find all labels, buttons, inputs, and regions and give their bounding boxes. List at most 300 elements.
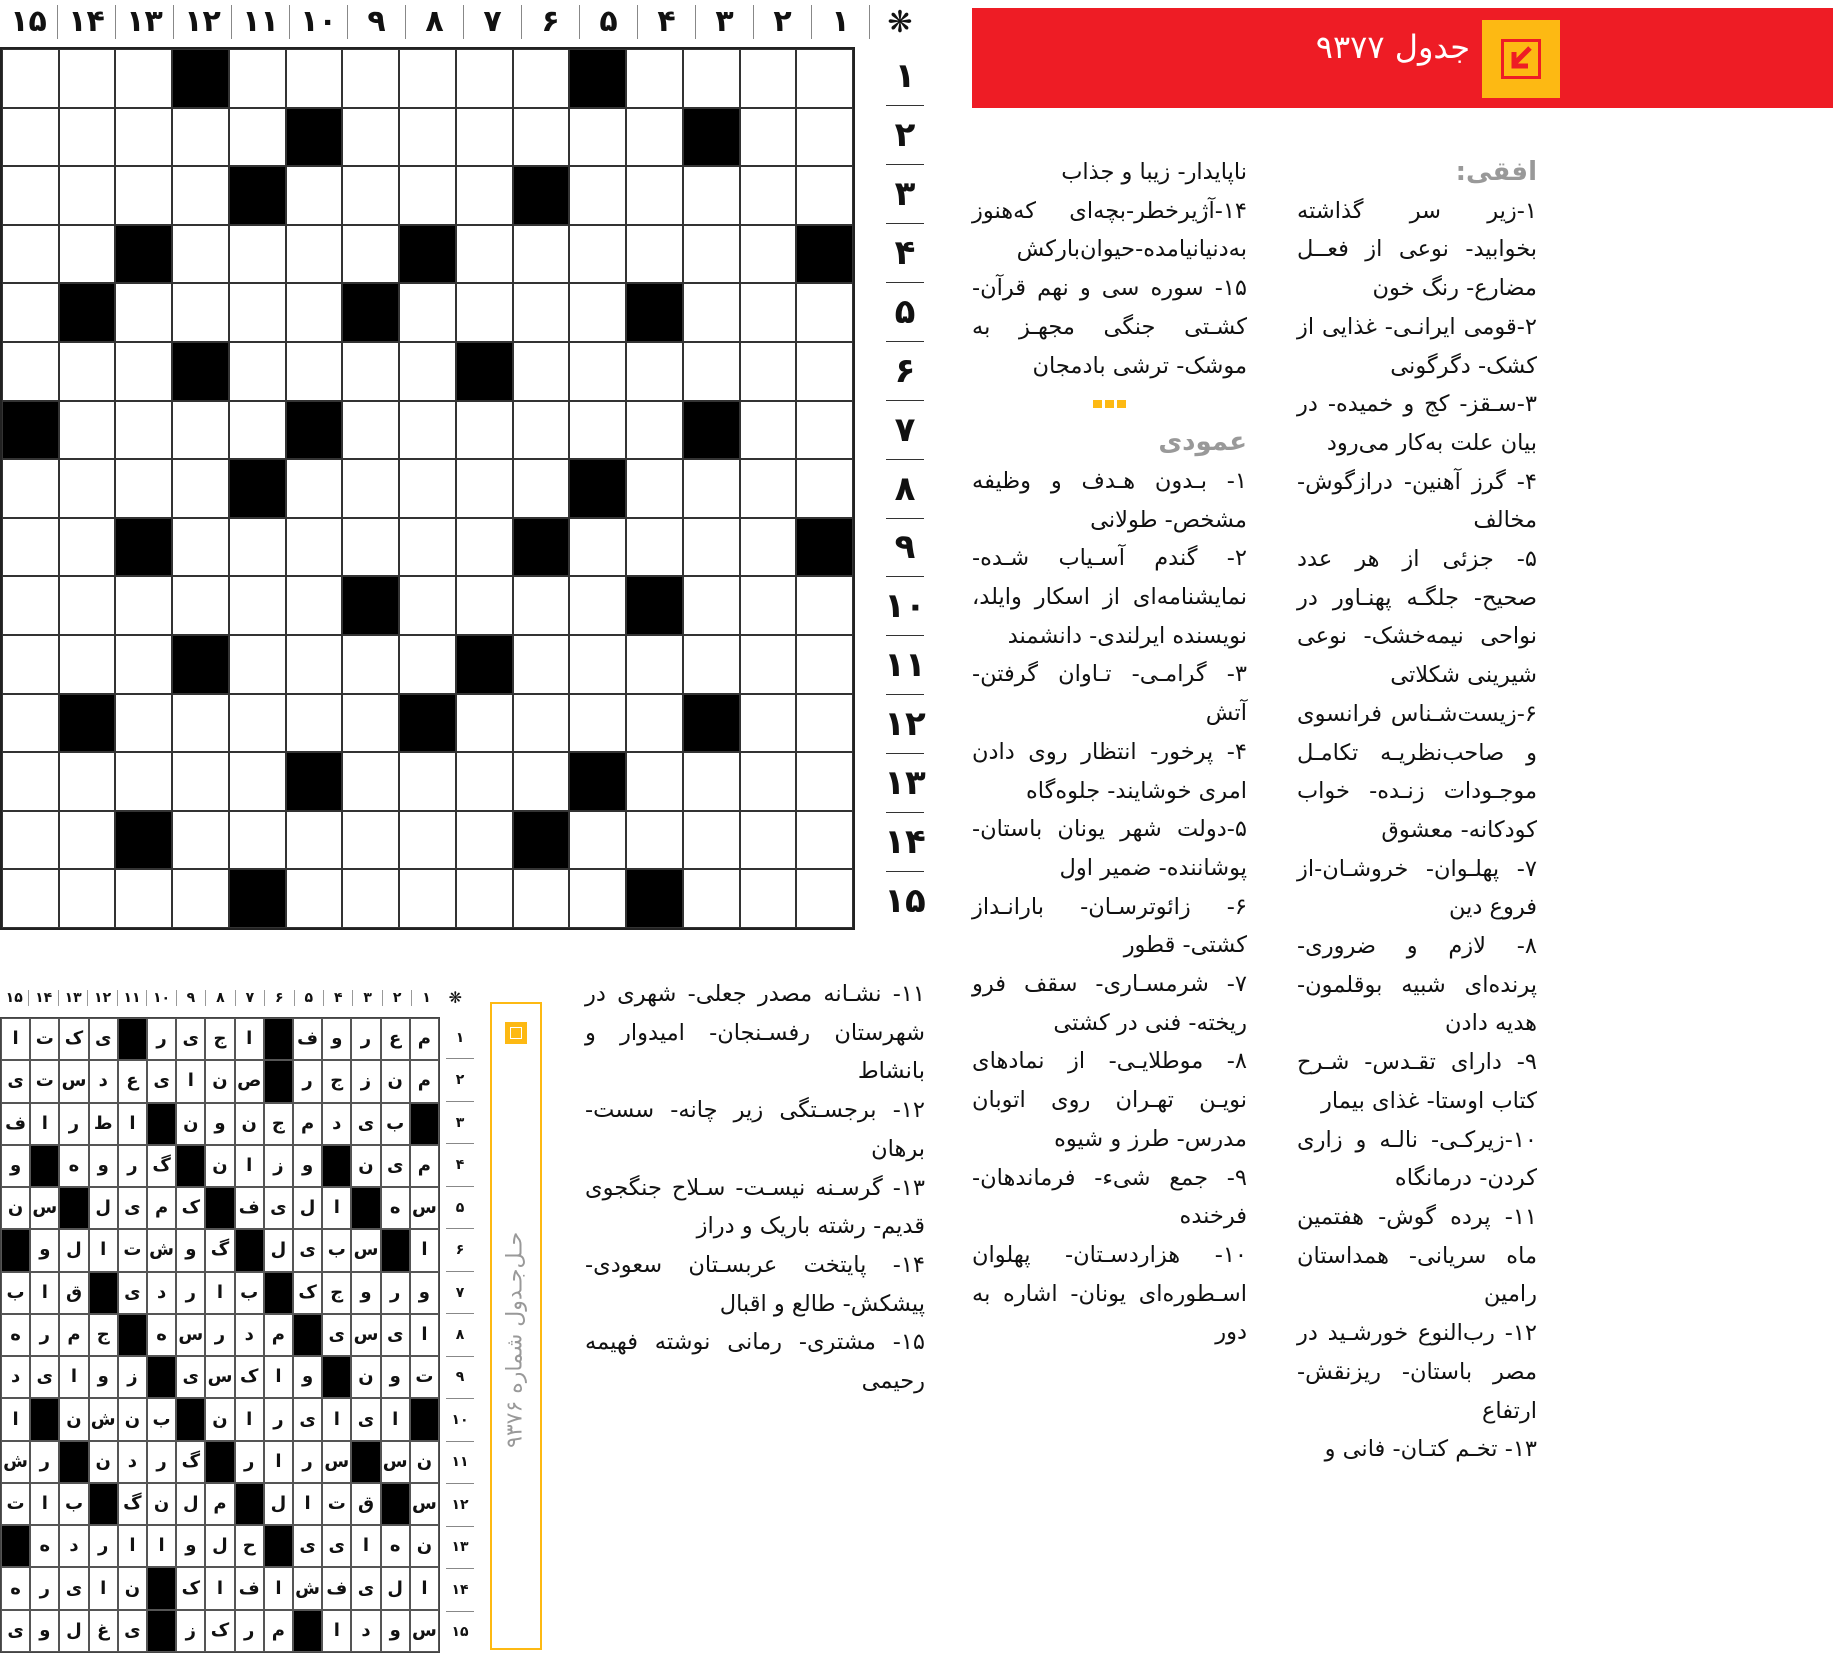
row-number: ۱۴ — [886, 812, 924, 871]
grid-cell[interactable] — [796, 459, 853, 518]
grid-cell[interactable] — [2, 518, 59, 577]
grid-cell[interactable] — [2, 635, 59, 694]
grid-cell[interactable] — [683, 49, 740, 108]
solution-cell: ن — [205, 1398, 234, 1440]
grid-cell[interactable] — [2, 225, 59, 284]
grid-cell[interactable] — [229, 576, 286, 635]
solution-black-cell — [1, 1525, 30, 1567]
horizontal-title: افقی: — [1455, 157, 1537, 187]
grid-cell[interactable] — [740, 283, 797, 342]
grid-cell[interactable] — [626, 635, 683, 694]
grid-cell[interactable] — [229, 225, 286, 284]
solution-cell: ن — [205, 1060, 234, 1102]
grid-cell[interactable] — [399, 49, 456, 108]
row-number: ۱۱ — [886, 635, 924, 694]
grid-cell[interactable] — [456, 108, 513, 167]
grid-cell[interactable] — [683, 166, 740, 225]
grid-cell[interactable] — [286, 811, 343, 870]
solution-cell: د — [351, 1610, 380, 1652]
grid-cell[interactable] — [456, 401, 513, 460]
solution-cell: ن — [381, 1060, 410, 1102]
grid-cell[interactable] — [172, 459, 229, 518]
solution-cell: ا — [1, 1398, 30, 1440]
grid-cell[interactable] — [342, 225, 399, 284]
grid-cell[interactable] — [2, 49, 59, 108]
grid-cell[interactable] — [569, 166, 626, 225]
column-number: ۳ — [696, 5, 754, 39]
solution-cell: ا — [235, 1018, 264, 1060]
grid-cell[interactable] — [172, 166, 229, 225]
grid-cell[interactable] — [683, 811, 740, 870]
grid-cell[interactable] — [513, 225, 570, 284]
grid-cell[interactable] — [456, 283, 513, 342]
solution-cell: ر — [381, 1272, 410, 1314]
grid-cell[interactable] — [172, 225, 229, 284]
grid-cell[interactable] — [229, 694, 286, 753]
grid-cell[interactable] — [626, 49, 683, 108]
grid-cell[interactable] — [115, 459, 172, 518]
grid-cell[interactable] — [399, 869, 456, 928]
solution-row-number: ۵ — [446, 1186, 474, 1228]
grid-cell[interactable] — [740, 166, 797, 225]
grid-cell[interactable] — [740, 459, 797, 518]
grid-cell[interactable] — [513, 694, 570, 753]
row-number: ۱۳ — [886, 753, 924, 812]
grid-cell[interactable] — [513, 342, 570, 401]
grid-cell[interactable] — [115, 869, 172, 928]
solution-cell: و — [322, 1018, 351, 1060]
grid-cell[interactable] — [172, 576, 229, 635]
solution-cell: ق — [59, 1272, 88, 1314]
grid-cell[interactable] — [796, 811, 853, 870]
grid-cell[interactable] — [59, 811, 116, 870]
grid-cell[interactable] — [59, 166, 116, 225]
column-number: ۱ — [812, 5, 870, 39]
solution-cell: س — [176, 1314, 205, 1356]
grid-cell[interactable] — [513, 283, 570, 342]
row-number: ۷ — [886, 400, 924, 459]
grid-cell[interactable] — [115, 694, 172, 753]
grid-cell[interactable] — [342, 811, 399, 870]
solution-cell: ا — [30, 1272, 59, 1314]
grid-cell[interactable] — [2, 459, 59, 518]
grid-cell[interactable] — [286, 459, 343, 518]
grid-cell[interactable] — [115, 401, 172, 460]
grid-cell[interactable] — [115, 342, 172, 401]
grid-cell[interactable] — [626, 342, 683, 401]
grid-cell[interactable] — [569, 283, 626, 342]
solution-column-number: ۴ — [324, 990, 353, 1006]
solution-cell: ت — [410, 1356, 439, 1398]
grid-cell[interactable] — [2, 342, 59, 401]
solution-cell: ن — [147, 1483, 176, 1525]
solution-cell: ا — [322, 1610, 351, 1652]
grid-cell[interactable] — [513, 869, 570, 928]
black-cell — [115, 518, 172, 577]
grid-cell[interactable] — [740, 694, 797, 753]
solution-cell: ح — [235, 1525, 264, 1567]
solution-cell: ب — [235, 1272, 264, 1314]
grid-cell[interactable] — [229, 635, 286, 694]
grid-cell[interactable] — [342, 166, 399, 225]
grid-cell[interactable] — [626, 401, 683, 460]
grid-cell[interactable] — [740, 869, 797, 928]
grid-cell[interactable] — [513, 635, 570, 694]
grid-cell[interactable] — [286, 694, 343, 753]
solution-cell: ن — [1, 1187, 30, 1229]
grid-cell[interactable] — [172, 752, 229, 811]
grid-cell[interactable] — [456, 694, 513, 753]
grid-cell[interactable] — [229, 811, 286, 870]
grid-cell[interactable] — [456, 869, 513, 928]
black-cell — [626, 869, 683, 928]
grid-cell[interactable] — [342, 108, 399, 167]
grid-cell[interactable] — [683, 283, 740, 342]
solution-cell: ا — [89, 1229, 118, 1271]
grid-cell[interactable] — [399, 401, 456, 460]
grid-cell[interactable] — [569, 108, 626, 167]
grid-cell[interactable] — [342, 342, 399, 401]
grid-cell[interactable] — [342, 518, 399, 577]
solution-black-cell — [293, 1610, 322, 1652]
grid-cell[interactable] — [683, 225, 740, 284]
grid-cell[interactable] — [342, 635, 399, 694]
grid-cell[interactable] — [229, 108, 286, 167]
grid-cell[interactable] — [740, 225, 797, 284]
clue-v-12: ۱۲- برجسـتگی زیر چانه- سست- برهان — [585, 1097, 925, 1162]
grid-cell[interactable] — [342, 401, 399, 460]
grid-cell[interactable] — [59, 869, 116, 928]
black-cell — [456, 635, 513, 694]
grid-cell[interactable] — [229, 518, 286, 577]
solution-row-number: ۷ — [446, 1271, 474, 1313]
grid-cell[interactable] — [399, 635, 456, 694]
solution-cell: ر — [205, 1314, 234, 1356]
row-number: ۵ — [886, 282, 924, 341]
grid-cell[interactable] — [796, 401, 853, 460]
solution-cell: م — [205, 1483, 234, 1525]
grid-cell[interactable] — [456, 225, 513, 284]
grid-cell[interactable] — [626, 459, 683, 518]
grid-cell[interactable] — [399, 459, 456, 518]
grid-cell[interactable] — [626, 108, 683, 167]
grid-cell[interactable] — [229, 283, 286, 342]
grid-cell[interactable] — [172, 518, 229, 577]
grid-cell[interactable] — [172, 401, 229, 460]
grid-cell[interactable] — [796, 49, 853, 108]
grid-cell[interactable] — [172, 869, 229, 928]
grid-cell[interactable] — [456, 752, 513, 811]
grid-cell[interactable] — [683, 459, 740, 518]
grid-cell[interactable] — [456, 576, 513, 635]
grid-cell[interactable] — [796, 283, 853, 342]
solution-cell: ن — [410, 1525, 439, 1567]
grid-cell[interactable] — [683, 342, 740, 401]
grid-cell[interactable] — [626, 518, 683, 577]
clue-h-8: ۸- لازم و ضروری- پرنده‌ای شبیه بوقلمون- هدیه دادن — [1297, 933, 1537, 1037]
solution-cell: ز — [351, 1060, 380, 1102]
grid-cell[interactable] — [740, 576, 797, 635]
grid-cell[interactable] — [2, 869, 59, 928]
grid-cell[interactable] — [569, 635, 626, 694]
black-cell — [59, 283, 116, 342]
grid-cell[interactable] — [2, 108, 59, 167]
grid-cell[interactable] — [229, 342, 286, 401]
grid-cell[interactable] — [683, 635, 740, 694]
solution-cell: و — [176, 1525, 205, 1567]
clue-v-7: ۷- شرمسـاری- سقف فرو ریخته- فنی در کشتی — [972, 971, 1247, 1036]
solution-cell: و — [89, 1356, 118, 1398]
solution-column-number: ۲ — [383, 990, 412, 1006]
grid-cell[interactable] — [399, 752, 456, 811]
grid-cell[interactable] — [2, 811, 59, 870]
grid-cell[interactable] — [683, 752, 740, 811]
grid-cell[interactable] — [286, 518, 343, 577]
grid-cell[interactable] — [569, 225, 626, 284]
solution-row-number: ۹ — [446, 1356, 474, 1398]
grid-cell[interactable] — [513, 459, 570, 518]
solution-cell: ط — [89, 1103, 118, 1145]
solution-cell: و — [205, 1103, 234, 1145]
grid-cell[interactable] — [286, 283, 343, 342]
black-cell — [342, 576, 399, 635]
solution-black-cell — [293, 1314, 322, 1356]
row-numbers — [880, 47, 930, 930]
solution-black-cell — [381, 1483, 410, 1525]
grid-cell[interactable] — [342, 869, 399, 928]
grid-cell[interactable] — [626, 752, 683, 811]
grid-cell[interactable] — [513, 576, 570, 635]
grid-cell[interactable] — [59, 752, 116, 811]
grid-cell[interactable] — [569, 518, 626, 577]
clue-h-4: ۴- گرز آهنین- درازگوش- مخالف — [1297, 468, 1537, 534]
corner-star-icon: ❋ — [448, 988, 463, 1007]
column-number: ۱۳ — [116, 5, 174, 39]
grid-cell[interactable] — [513, 401, 570, 460]
solution-cell: ت — [322, 1483, 351, 1525]
clue-h-3: ۳-سـقز- کج و خمیده- در بیان علت به‌کار می‌رود — [1297, 391, 1537, 456]
grid-cell[interactable] — [2, 283, 59, 342]
grid-cell[interactable] — [399, 283, 456, 342]
solution-cell: ی — [1, 1060, 30, 1102]
solution-cell: ا — [322, 1187, 351, 1229]
grid-cell[interactable] — [399, 576, 456, 635]
grid-cell[interactable] — [59, 49, 116, 108]
solution-cell: ب — [1, 1272, 30, 1314]
solution-cell: ی — [293, 1229, 322, 1271]
grid-cell[interactable] — [569, 576, 626, 635]
grid-cell[interactable] — [796, 166, 853, 225]
solution-cell: س — [205, 1356, 234, 1398]
solution-cell: م — [410, 1018, 439, 1060]
grid-cell[interactable] — [172, 694, 229, 753]
solution-column-number: ۱ — [422, 989, 431, 1006]
solution-cell: گ — [118, 1483, 147, 1525]
grid-cell[interactable] — [59, 576, 116, 635]
grid-cell[interactable] — [342, 459, 399, 518]
grid-cell[interactable] — [342, 49, 399, 108]
black-cell — [513, 811, 570, 870]
solution-black-cell — [118, 1018, 147, 1060]
grid-cell[interactable] — [286, 225, 343, 284]
grid-cell[interactable] — [740, 49, 797, 108]
grid-cell[interactable] — [59, 401, 116, 460]
grid-cell[interactable] — [796, 694, 853, 753]
grid-cell[interactable] — [399, 811, 456, 870]
grid-cell[interactable] — [626, 166, 683, 225]
grid-cell[interactable] — [399, 518, 456, 577]
grid-cell[interactable] — [115, 576, 172, 635]
grid-cell[interactable] — [456, 166, 513, 225]
grid-cell[interactable] — [740, 635, 797, 694]
grid-cell[interactable] — [569, 401, 626, 460]
grid-cell[interactable] — [172, 283, 229, 342]
solution-cell: ر — [176, 1272, 205, 1314]
solution-cell: ز — [118, 1356, 147, 1398]
solution-cell: ب — [322, 1229, 351, 1271]
grid-cell[interactable] — [2, 694, 59, 753]
grid-cell[interactable] — [626, 811, 683, 870]
grid-cell[interactable] — [683, 518, 740, 577]
solution-cell: ف — [235, 1187, 264, 1229]
grid-cell[interactable] — [513, 752, 570, 811]
solution-cell: س — [410, 1610, 439, 1652]
solution-cell: ا — [410, 1567, 439, 1609]
grid-cell[interactable] — [115, 283, 172, 342]
corner-star-icon: ❋ — [887, 4, 913, 40]
solution-cell: ج — [322, 1060, 351, 1102]
solution-cell: ک — [176, 1187, 205, 1229]
grid-cell[interactable] — [399, 108, 456, 167]
solution-cell: ف — [322, 1567, 351, 1609]
grid-cell[interactable] — [740, 108, 797, 167]
grid-cell[interactable] — [569, 342, 626, 401]
black-cell — [229, 166, 286, 225]
black-cell — [456, 342, 513, 401]
solution-cell: ن — [89, 1441, 118, 1483]
clue-v-9: ۹- جمع شیء- فرماندهان- فرخنده — [972, 1164, 1247, 1230]
grid-cell[interactable] — [399, 342, 456, 401]
grid-cell[interactable] — [286, 49, 343, 108]
grid-cell[interactable] — [115, 635, 172, 694]
solution-cell: ی — [30, 1356, 59, 1398]
grid-cell[interactable] — [626, 225, 683, 284]
grid-cell[interactable] — [456, 518, 513, 577]
grid-cell[interactable] — [740, 811, 797, 870]
black-cell — [172, 635, 229, 694]
grid-cell[interactable] — [569, 811, 626, 870]
grid-cell[interactable] — [286, 166, 343, 225]
solution-cell: ه — [30, 1525, 59, 1567]
grid-cell[interactable] — [740, 342, 797, 401]
grid-cell[interactable] — [115, 752, 172, 811]
grid-cell[interactable] — [172, 108, 229, 167]
grid-cell[interactable] — [286, 342, 343, 401]
grid-cell[interactable] — [740, 518, 797, 577]
grid-cell[interactable] — [59, 518, 116, 577]
grid-cell[interactable] — [740, 752, 797, 811]
grid-cell[interactable] — [286, 635, 343, 694]
section-divider-dots — [972, 385, 1247, 423]
solution-cell: ن — [410, 1441, 439, 1483]
grid-cell[interactable] — [569, 694, 626, 753]
grid-cell[interactable] — [229, 401, 286, 460]
clue-v-13: ۱۳- گرسـنه نیسـت- سـلاح جنگجوی قدیم- رشته باریک و دراز — [585, 1174, 925, 1240]
solution-cell: ل — [205, 1525, 234, 1567]
grid-cell[interactable] — [115, 166, 172, 225]
solution-cell: ا — [264, 1441, 293, 1483]
solution-cell: ی — [293, 1398, 322, 1440]
grid-cell[interactable] — [796, 342, 853, 401]
grid-cell[interactable] — [115, 49, 172, 108]
crossword-grid — [0, 47, 855, 930]
grid-cell[interactable] — [2, 166, 59, 225]
grid-cell[interactable] — [229, 752, 286, 811]
solution-cell: ا — [264, 1356, 293, 1398]
solution-cell: ش — [147, 1229, 176, 1271]
solution-cell: ی — [351, 1103, 380, 1145]
solution-cell: ا — [235, 1145, 264, 1187]
black-cell — [399, 225, 456, 284]
grid-cell[interactable] — [796, 752, 853, 811]
solution-row-number: ۱۱ — [446, 1441, 474, 1483]
grid-cell[interactable] — [59, 635, 116, 694]
grid-cell[interactable] — [59, 342, 116, 401]
solution-cell: ی — [1, 1610, 30, 1652]
grid-cell[interactable] — [513, 108, 570, 167]
grid-cell[interactable] — [683, 576, 740, 635]
black-cell — [569, 49, 626, 108]
grid-cell[interactable] — [59, 225, 116, 284]
grid-cell[interactable] — [796, 576, 853, 635]
grid-cell[interactable] — [172, 811, 229, 870]
solution-cell: ا — [89, 1567, 118, 1609]
clue-v-5: ۵-دولت شهر یونان باستان- پوشاننده- ضمیر اول — [972, 816, 1247, 881]
grid-cell[interactable] — [456, 459, 513, 518]
grid-cell[interactable] — [683, 869, 740, 928]
grid-cell[interactable] — [229, 49, 286, 108]
grid-cell[interactable] — [286, 576, 343, 635]
grid-cell[interactable] — [115, 108, 172, 167]
grid-cell[interactable] — [796, 635, 853, 694]
solution-cell: ی — [118, 1610, 147, 1652]
grid-cell[interactable] — [456, 49, 513, 108]
solution-cell: ت — [30, 1018, 59, 1060]
solution-cell: ا — [176, 1060, 205, 1102]
grid-cell[interactable] — [59, 459, 116, 518]
grid-cell[interactable] — [796, 869, 853, 928]
grid-cell[interactable] — [569, 869, 626, 928]
grid-cell[interactable] — [626, 694, 683, 753]
grid-cell[interactable] — [286, 869, 343, 928]
grid-cell[interactable] — [456, 811, 513, 870]
grid-cell[interactable] — [740, 401, 797, 460]
grid-cell[interactable] — [342, 752, 399, 811]
grid-cell[interactable] — [2, 752, 59, 811]
corner-arrow-icon — [505, 1022, 527, 1044]
grid-cell[interactable] — [2, 576, 59, 635]
solution-cell: ه — [381, 1525, 410, 1567]
grid-cell[interactable] — [399, 166, 456, 225]
grid-cell[interactable] — [342, 694, 399, 753]
solution-cell: ع — [118, 1060, 147, 1102]
black-cell — [2, 401, 59, 460]
grid-cell[interactable] — [59, 108, 116, 167]
grid-cell[interactable] — [796, 108, 853, 167]
solution-row-number: ۳ — [446, 1101, 474, 1143]
clue-h-11: ۱۱- پرده گوش- هفتمین ماه سریانی- همداستان رامین — [1297, 1203, 1537, 1308]
grid-cell[interactable] — [513, 49, 570, 108]
